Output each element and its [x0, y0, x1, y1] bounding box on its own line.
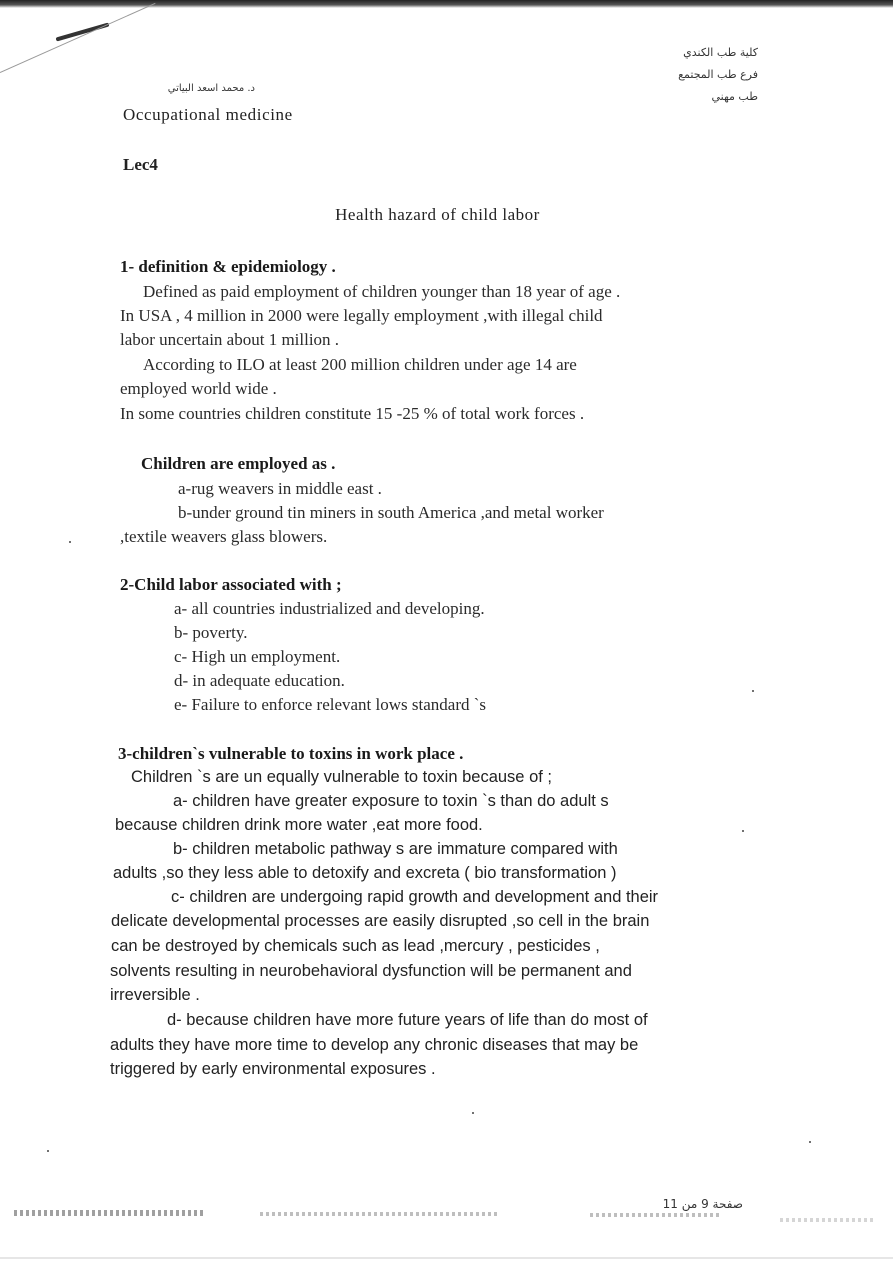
employed-line: b-under ground tin miners in south America ,and metal worker [178, 503, 604, 522]
lecture-number: Lec4 [123, 155, 158, 174]
page-number: صفحة 9 من 11 [662, 1197, 743, 1211]
course-title: Occupational medicine [123, 105, 293, 124]
section2-item: e- Failure to enforce relevant lows standard `s [174, 695, 487, 714]
employed-line: ,textile weavers glass blowers. [120, 527, 328, 546]
branch-name: فرع طب المجتمع [678, 68, 758, 81]
section1-line: According to ILO at least 200 million children under age 14 are [143, 355, 577, 374]
section3-line: b- children metabolic pathway s are immature compared with [173, 840, 618, 858]
section3-line: a- children have greater exposure to toxin `s than do adult s [173, 792, 609, 810]
section3-line: because children drink more water ,eat more food. [115, 816, 483, 834]
section3-line: triggered by early environmental exposures . [110, 1060, 436, 1078]
scan-artifact [590, 1213, 720, 1217]
employed-heading: Children are employed as . [141, 454, 336, 473]
section3-line: adults ,so they less able to detoxify and excreta ( bio transformation ) [113, 864, 617, 882]
section3-line: adults they have more time to develop any chronic diseases that may be [110, 1036, 639, 1054]
employed-line: a-rug weavers in middle east . [178, 479, 382, 498]
scan-line [0, 3, 156, 73]
scan-speck [472, 1112, 474, 1114]
section3-line: can be destroyed by chemicals such as lead ,mercury , pesticides , [111, 937, 600, 955]
scan-artifact [260, 1212, 500, 1216]
page-title: Health hazard of child labor [335, 205, 540, 224]
scan-artifact [780, 1218, 875, 1222]
institution-header [578, 42, 758, 108]
section2-item: a- all countries industrialized and developing. [174, 599, 485, 618]
scan-border-top [0, 0, 893, 8]
doctor-name: د. محمد اسعد البياتي [167, 83, 255, 94]
scan-artifact [14, 1210, 204, 1216]
scan-speck [809, 1141, 811, 1143]
scan-speck [752, 690, 754, 692]
pen-mark [56, 22, 110, 41]
section1-line: In some countries children constitute 15 -25 % of total work forces . [120, 404, 585, 423]
section1-line: labor uncertain about 1 million . [120, 330, 340, 349]
scan-speck [742, 830, 744, 832]
section3-line: irreversible . [110, 986, 200, 1004]
section2-heading: 2-Child labor associated with ; [120, 575, 342, 594]
section3-line: d- because children have more future years of life than do most of [167, 1011, 648, 1029]
section2-item: c- High un employment. [174, 647, 341, 666]
section2-item: b- poverty. [174, 623, 248, 642]
section3-line: Children `s are un equally vulnerable to toxin because of ; [131, 768, 552, 786]
section3-line: solvents resulting in neurobehavioral dysfunction will be permanent and [110, 962, 632, 980]
section1-heading: 1- definition & epidemiology . [120, 257, 336, 276]
section1-line: Defined as paid employment of children younger than 18 year of age . [143, 282, 621, 301]
scan-border-bottom [0, 1257, 893, 1259]
section3-heading: 3-children`s vulnerable to toxins in work place . [118, 744, 464, 763]
section1-line: In USA , 4 million in 2000 were legally employment ,with illegal child [120, 306, 603, 325]
section2-item: d- in adequate education. [174, 671, 345, 690]
subject-name: طب مهني [711, 90, 758, 103]
section3-line: delicate developmental processes are easily disrupted ,so cell in the brain [111, 912, 650, 930]
section3-line: c- children are undergoing rapid growth and development and their [171, 888, 659, 906]
scan-speck [47, 1150, 49, 1152]
college-name: كلية طب الكندي [683, 46, 758, 59]
scan-speck [69, 541, 71, 543]
section1-line: employed world wide . [120, 379, 277, 398]
